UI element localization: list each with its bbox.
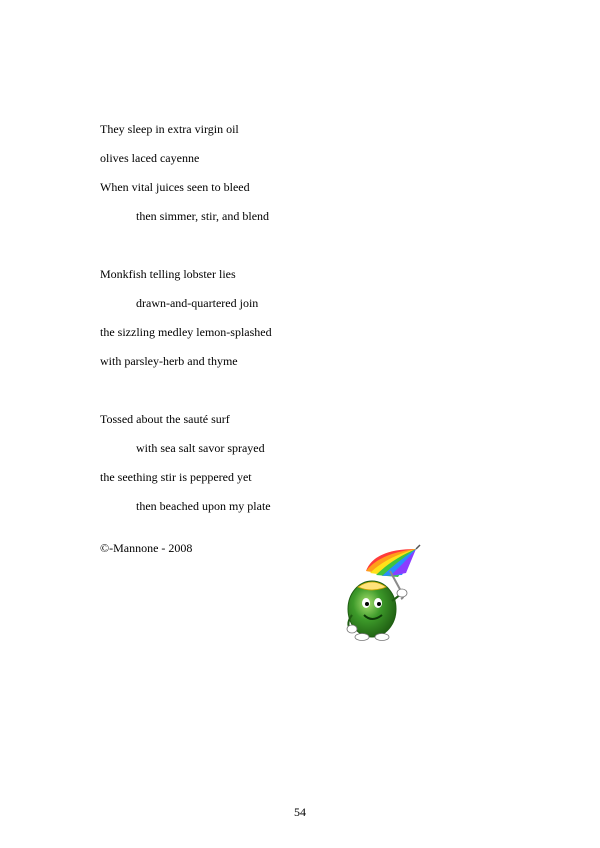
poem-line: the sizzling medley lemon-splashed <box>100 325 272 339</box>
poem-line: olives laced cayenne <box>100 151 200 165</box>
poem-line: with parsley-herb and thyme <box>100 354 238 368</box>
poem-line: Monkfish telling lobster lies <box>100 267 236 281</box>
poem-line: then beached upon my plate <box>136 499 271 513</box>
poem-line: They sleep in extra virgin oil <box>100 122 239 136</box>
poem-line: When vital juices seen to bleed <box>100 180 250 194</box>
copyright-text: ©-Mannone - 2008 <box>100 541 193 555</box>
poem-line: with sea salt savor sprayed <box>136 441 265 455</box>
poem-line: the seething stir is peppered yet <box>100 470 252 484</box>
poem-line: Tossed about the sauté surf <box>100 412 230 426</box>
olive-with-umbrella-icon <box>340 543 422 643</box>
poem-line: drawn-and-quartered join <box>136 296 259 310</box>
poem-line: then simmer, stir, and blend <box>136 209 270 223</box>
page-number: 54 <box>294 805 306 819</box>
